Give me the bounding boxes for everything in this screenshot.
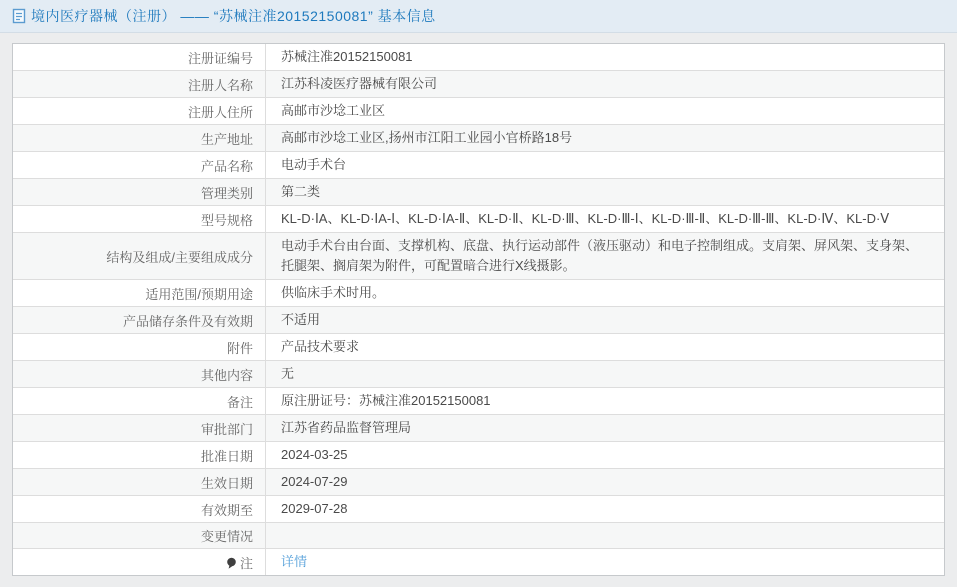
document-icon: [12, 8, 26, 24]
row-label: 审批部门: [13, 415, 266, 441]
table-row: [13, 232, 944, 279]
row-label: 注册人住所: [13, 98, 266, 124]
row-value: [266, 523, 944, 548]
row-label: 适用范围/预期用途: [13, 280, 266, 306]
row-label: 生产地址: [13, 125, 266, 151]
table-row: [13, 279, 944, 306]
row-label: 注册人名称: [13, 71, 266, 97]
table-row: [13, 124, 944, 151]
row-value: 电动手术台由台面、支撑机构、底盘、执行运动部件（液压驱动）和电子控制组成。支肩架、屏风架、支身架、托腿架、搁肩架为附件，可配置暗合进行X线摄影。: [281, 238, 919, 273]
row-label: 管理类别: [13, 179, 266, 205]
row-value: 无: [281, 366, 295, 381]
row-value: 江苏科凌医疗器械有限公司: [281, 76, 438, 91]
table-row: [13, 333, 944, 360]
row-label-text: 注: [239, 555, 253, 571]
row-value: 江苏省药品监督管理局: [281, 420, 412, 435]
row-value: KL-D·ⅠA、KL-D·ⅠA-Ⅰ、KL-D·ⅠA-Ⅱ、KL-D·Ⅱ、KL-D·Ⅲ、KL-D·Ⅲ-Ⅰ、KL-D·Ⅲ-Ⅱ、KL-D·Ⅲ-Ⅲ、KL-D·Ⅳ、KL-D·Ⅴ: [281, 211, 890, 226]
row-value: 2024-03-25: [281, 447, 348, 462]
row-label: 备注: [13, 388, 266, 414]
row-label: 产品名称: [13, 152, 266, 178]
table-row-note: [13, 548, 944, 575]
table-row: [13, 387, 944, 414]
row-label: 产品储存条件及有效期: [13, 307, 266, 333]
table-row: [13, 522, 944, 548]
row-value: 不适用: [281, 312, 321, 327]
details-link[interactable]: 详情: [281, 554, 308, 569]
row-label: [13, 549, 266, 575]
note-balloon-icon: [226, 557, 237, 570]
row-label: 型号规格: [13, 206, 266, 232]
row-value: 2024-07-29: [281, 474, 348, 489]
registration-info-table: [12, 43, 945, 576]
table-row: [13, 414, 944, 441]
row-value: 电动手术台: [281, 157, 347, 172]
row-label: 变更情况: [13, 523, 266, 548]
row-value: 苏械注准20152150081: [281, 49, 413, 64]
table-row: [13, 97, 944, 124]
table-row: [13, 151, 944, 178]
row-value: 产品技术要求: [281, 339, 360, 354]
row-value: [266, 549, 944, 575]
table-row: [13, 441, 944, 468]
table-row: [13, 360, 944, 387]
table-row: [13, 44, 944, 70]
page-header: [0, 0, 957, 33]
page-title: 境内医疗器械（注册） —— “苏械注准20152150081” 基本信息: [31, 8, 436, 24]
row-label: 附件: [13, 334, 266, 360]
row-value: 2029-07-28: [281, 501, 348, 516]
table-row: [13, 495, 944, 522]
row-label: 其他内容: [13, 361, 266, 387]
table-row: [13, 70, 944, 97]
row-value: 高邮市沙埝工业区,扬州市江阳工业园小官桥路18号: [281, 130, 573, 145]
table-row: [13, 205, 944, 232]
row-label: 注册证编号: [13, 44, 266, 70]
row-label: 有效期至: [13, 496, 266, 522]
row-label: 结构及组成/主要组成成分: [13, 233, 266, 279]
table-row: [13, 306, 944, 333]
table-row: [13, 468, 944, 495]
row-value: 第二类: [281, 184, 321, 199]
row-value: 原注册证号：苏械注准20152150081: [281, 393, 491, 408]
row-value: 高邮市沙埝工业区: [281, 103, 386, 118]
row-label: 生效日期: [13, 469, 266, 495]
row-label: 批准日期: [13, 442, 266, 468]
table-row: [13, 178, 944, 205]
row-value: 供临床手术时用。: [281, 285, 386, 300]
